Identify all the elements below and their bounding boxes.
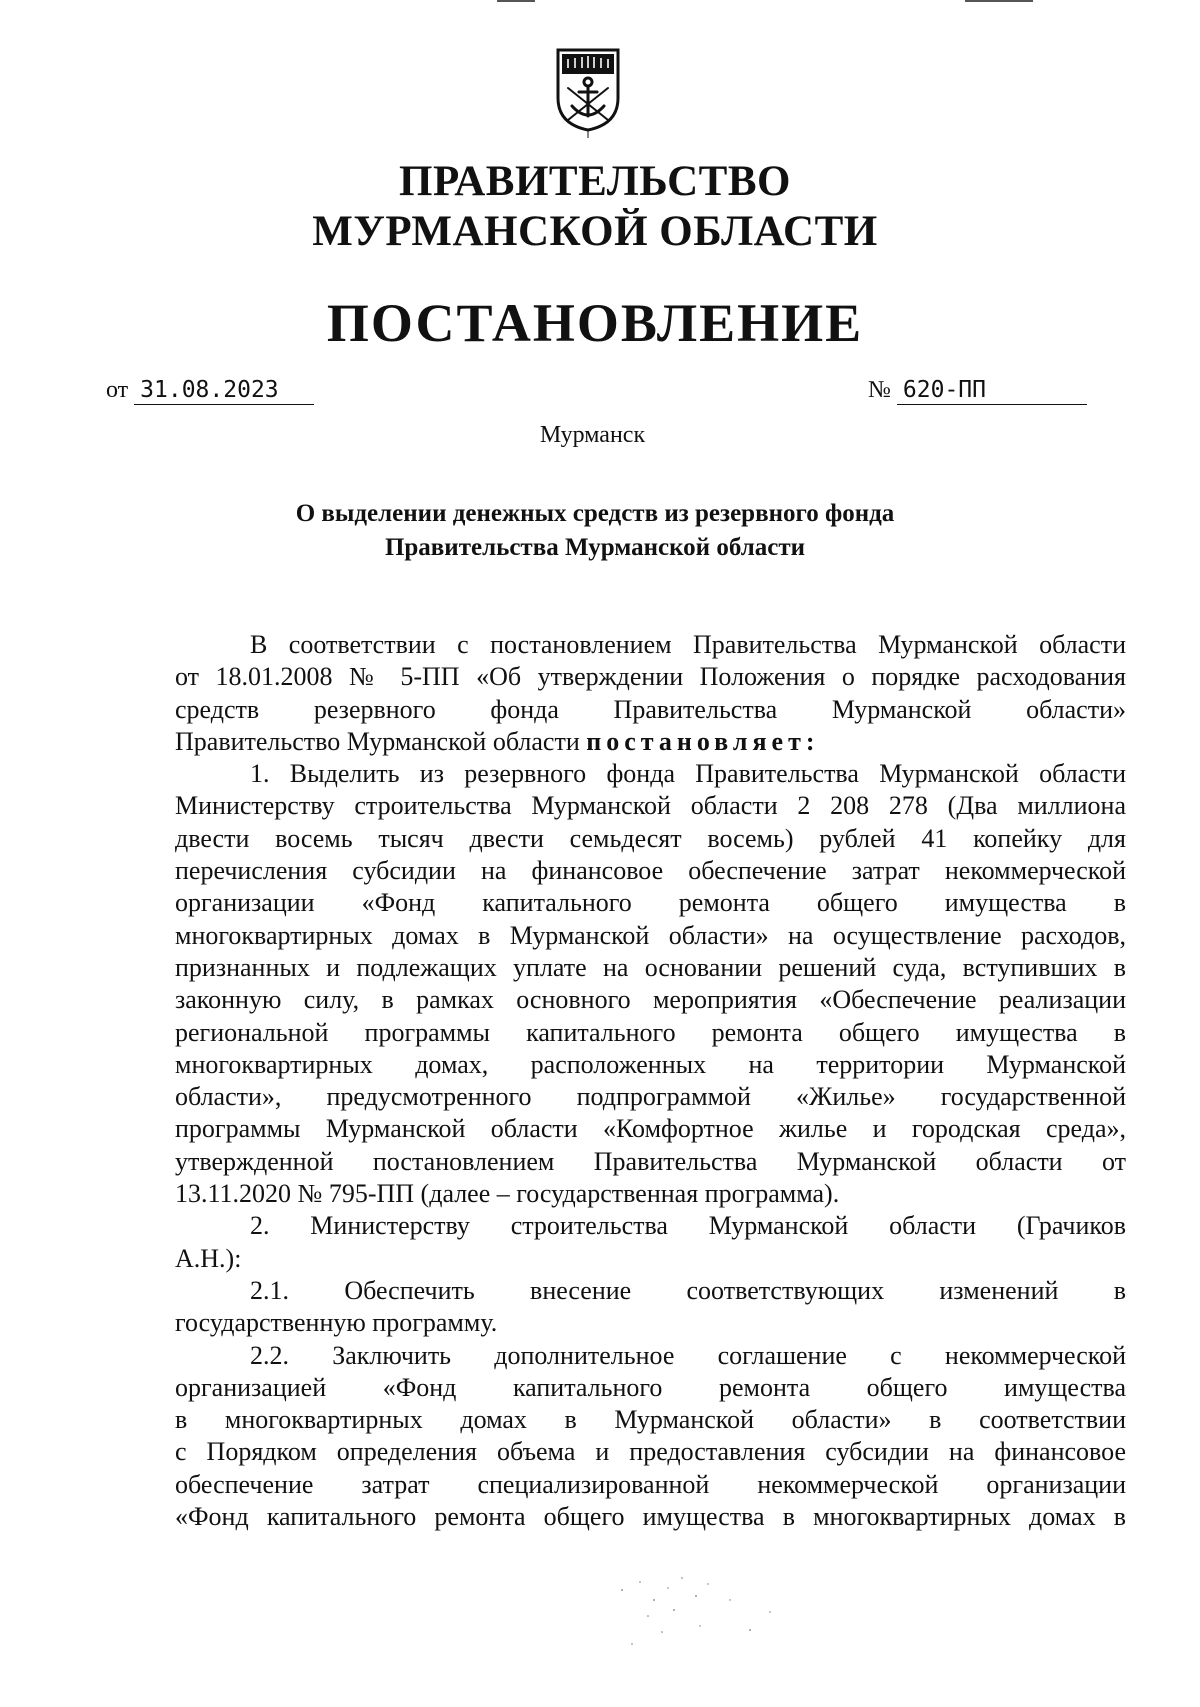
body-line: А.Н.): bbox=[175, 1243, 242, 1273]
body-line: многоквартирных домах, расположенных на территории Мурманской bbox=[175, 1049, 1126, 1079]
body-line: в многоквартирных домах в Мурманской области» в соответствии bbox=[175, 1405, 1126, 1435]
body-line: Министерству строительства Мурманской области 2 208 278 (Два миллиона bbox=[175, 791, 1126, 821]
government-title-line2: МУРМАНСКОЙ ОБЛАСТИ bbox=[312, 208, 878, 255]
body-line: от 18.01.2008 № 5-ПП «Об утверждении Положения о порядке расходования bbox=[175, 662, 1126, 692]
city-name: Мурманск bbox=[539, 422, 646, 448]
body-line: 2.1. Обеспечить внесение соответствующих изменений в bbox=[250, 1275, 1126, 1305]
subject-line2: Правительства Мурманской области bbox=[384, 534, 806, 561]
date-prefix: от bbox=[106, 377, 129, 403]
government-title-line1: ПРАВИТЕЛЬСТВО bbox=[399, 158, 791, 205]
body-line: региональной программы капитального ремонта общего имущества в bbox=[175, 1017, 1126, 1047]
body-line: многоквартирных домах в Мурманской области» на осуществление расходов, bbox=[175, 920, 1126, 950]
body-line: утвержденной постановлением Правительства Мурманской области от bbox=[175, 1146, 1126, 1176]
body-line-text: Правительство Мурманской области bbox=[175, 726, 580, 756]
body-line: программы Мурманской области «Комфортное жилье и городская среда», bbox=[175, 1114, 1126, 1144]
body-line: средств резервного фонда Правительства Мурманской области» bbox=[175, 694, 1126, 724]
resolution-keyword: постановляет: bbox=[586, 726, 820, 756]
body-line: организацией «Фонд капитального ремонта общего имущества bbox=[175, 1372, 1126, 1402]
number-value: 620-ПП bbox=[897, 377, 1087, 405]
body-line bbox=[175, 726, 1126, 758]
document-date bbox=[106, 377, 314, 405]
body-line: законную силу, в рамках основного мероприятия «Обеспечение реализации bbox=[175, 985, 1126, 1015]
document-body bbox=[175, 629, 1126, 1533]
body-line: В соответствии с постановлением Правительства Мурманской области bbox=[250, 630, 1126, 659]
body-line: 13.11.2020 № 795-ПП (далее – государственная программа). bbox=[175, 1179, 840, 1209]
body-line: двести восемь тысяч двести семьдесят восемь) рублей 41 копейку для bbox=[175, 823, 1126, 853]
coat-of-arms-icon bbox=[548, 28, 628, 138]
date-value: 31.08.2023 bbox=[134, 377, 314, 405]
body-line: 1. Выделить из резервного фонда Правительства Мурманской области bbox=[250, 759, 1126, 789]
body-line: государственную программу. bbox=[175, 1308, 498, 1338]
scan-noise-specks bbox=[610, 1570, 810, 1660]
number-prefix: № bbox=[868, 377, 891, 403]
document-type-heading: ПОСТАНОВЛЕНИЕ bbox=[326, 293, 864, 353]
subject-line1: О выделении денежных средств из резервного фонда bbox=[295, 500, 895, 527]
scan-artifact-line bbox=[965, 0, 1033, 2]
body-line: 2. Министерству строительства Мурманской области (Грачиков bbox=[250, 1211, 1126, 1241]
body-line: области», предусмотренного подпрограммой «Жилье» государственной bbox=[175, 1082, 1126, 1112]
body-line: организации «Фонд капитального ремонта общего имущества в bbox=[175, 888, 1126, 918]
body-line: признанных и подлежащих уплате на основании решений суда, вступивших в bbox=[175, 952, 1126, 982]
body-line: с Порядком определения объема и предоставления субсидии на финансовое bbox=[175, 1437, 1126, 1467]
body-line: «Фонд капитального ремонта общего имущества в многоквартирных домах в bbox=[175, 1502, 1126, 1532]
scan-artifact-line bbox=[497, 0, 535, 2]
document-number bbox=[868, 377, 1087, 405]
body-line: обеспечение затрат специализированной некоммерческой организации bbox=[175, 1469, 1126, 1499]
body-line: 2.2. Заключить дополнительное соглашение с некоммерческой bbox=[250, 1340, 1126, 1370]
body-line: перечисления субсидии на финансовое обеспечение затрат некоммерческой bbox=[175, 856, 1126, 886]
